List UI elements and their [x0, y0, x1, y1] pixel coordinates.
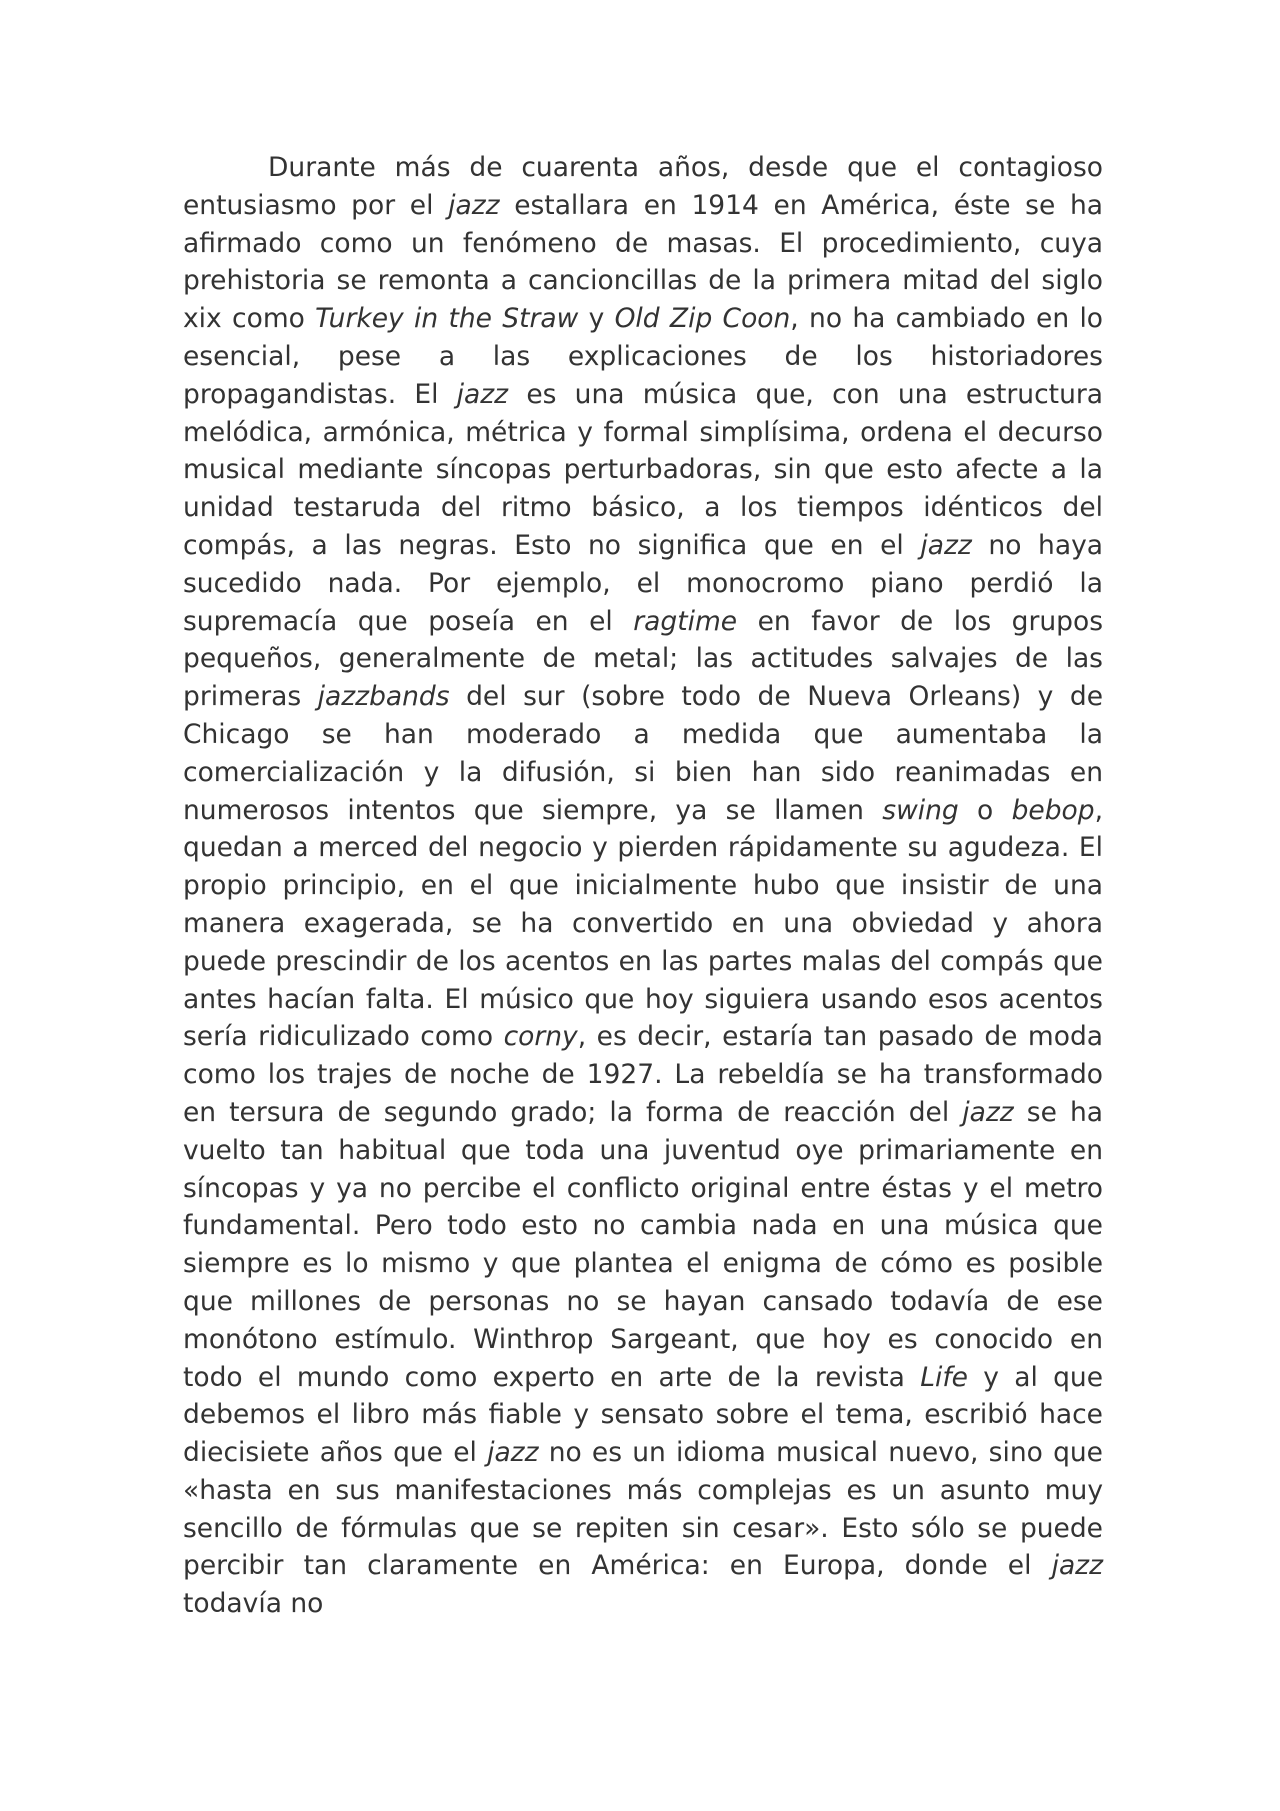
- italic-text-run: ragtime: [633, 605, 738, 637]
- italic-text-run: jazz: [920, 529, 972, 561]
- italic-text-run: jazz: [1051, 1550, 1103, 1582]
- text-run: todavía no: [183, 1588, 324, 1620]
- text-run: Durante más de cuarenta años, desde que el contagioso entusiasmo por el: [183, 152, 1103, 221]
- italic-text-run: Old Zip Coon: [614, 303, 791, 335]
- italic-text-run: jazz: [487, 1437, 539, 1469]
- text-run: como: [221, 303, 316, 335]
- text-run: , no ha cambiado en lo esencial, pese a las explicaciones de los historiadores propagandistas. El: [183, 303, 1104, 410]
- text-run: del sur (sobre todo de Nueva Orleans) y de Chicago se han moderado a medida que aumentaba la comercialización y la difusión, si bien han sido reanimadas en numerosos intentos que siempre, ya se llamen: [183, 681, 1103, 826]
- text-run: en favor de los grupos pequeños, generalmente de metal; las actitudes salvajes de las primeras: [183, 605, 1103, 713]
- text-run: no es un idioma musical nuevo, sino que «hasta en sus manifestaciones más complejas es un asunto muy sencillo de fórmulas que se repiten sin cesar». Esto sólo se puede percibir tan claramente en América: en Europa, donde el: [183, 1437, 1103, 1582]
- text-run: xix: [183, 303, 222, 335]
- text-run: y al que debemos el libro más fiable y sensato sobre el tema, escribió hace diecisiete años que el: [183, 1361, 1103, 1469]
- text-run: estallara en 1914 en América, éste se ha afirmado como un fenómeno de masas. El procedimiento, cuya prehistoria se remonta a cancioncillas de la primera mitad del siglo: [183, 189, 1103, 297]
- italic-text-run: jazz: [448, 189, 500, 221]
- italic-text-run: bebop: [1011, 794, 1095, 826]
- text-run: o: [958, 794, 1012, 826]
- text-run: y: [578, 303, 615, 335]
- text-run: es una música que, con una estructura melódica, armónica, métrica y formal simplísima, ordena el decurso musical mediante síncopas perturbadoras, sin que esto afecte a la unidad testaruda del ritmo básico, a los tiempos idénticos del compás, a las negras. Esto no significa que en el: [183, 378, 1103, 561]
- italic-text-run: swing: [882, 794, 959, 826]
- italic-text-run: jazzbands: [317, 681, 450, 713]
- italic-text-run: jazz: [962, 1096, 1014, 1128]
- text-run: se ha vuelto tan habitual que toda una juventud oye primariamente en síncopas y ya no percibe el conflicto original entre éstas y el metro fundamental. Pero todo esto no cambia nada en una música que siempre es lo mismo y que plantea el enigma de cómo es posible que millones de personas no se hayan cansado todavía de ese monótono estímulo. Winthrop Sargeant, que hoy es conocido en todo el mundo como experto en arte de la revista: [183, 1096, 1103, 1393]
- italic-text-run: Life: [920, 1361, 968, 1393]
- italic-text-run: corny: [503, 1021, 578, 1053]
- text-run: , es decir, estaría tan pasado de moda como los trajes de noche de 1927. La rebeldía se ha transformado en tersura de segundo grado; la forma de reacción del: [183, 1021, 1104, 1128]
- body-text: [183, 149, 1103, 1623]
- text-run: , quedan a merced del negocio y pierden rápidamente su agudeza. El propio principio, en el que inicialmente hubo que insistir de una manera exagerada, se ha convertido en una obviedad y ahora puede prescindir de los acentos en las partes malas del compás que antes hacían falta. El músico que hoy siguiera usando esos acentos sería ridiculizado como: [183, 794, 1104, 1053]
- italic-text-run: jazz: [456, 378, 509, 410]
- text-run: no haya sucedido nada. Por ejemplo, el monocromo piano perdió la supremacía que poseía en el: [183, 529, 1103, 637]
- paragraph: [183, 149, 1103, 1623]
- italic-text-run: Turkey in the Straw: [315, 303, 579, 335]
